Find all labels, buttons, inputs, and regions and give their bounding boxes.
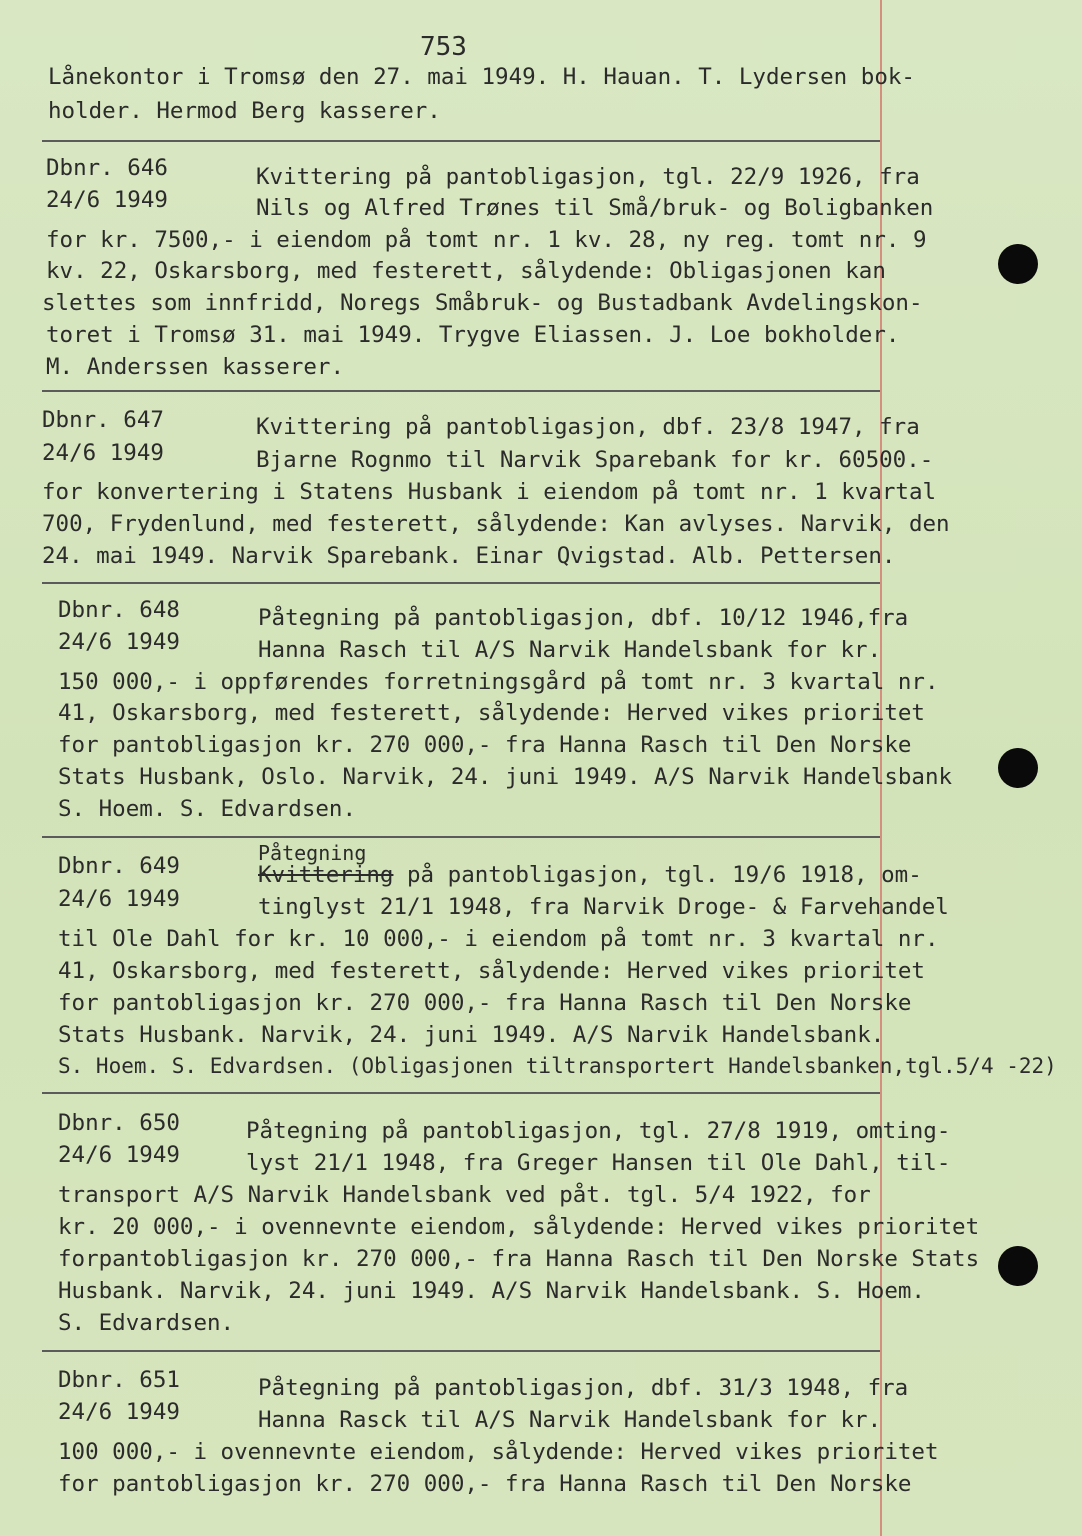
entry-dbnr: Dbnr. 650: [58, 1110, 180, 1136]
entry-text-rest: på pantobligasjon, tgl. 19/6 1918, om-: [393, 862, 922, 888]
entry-dbnr: Dbnr. 649: [58, 853, 180, 879]
entry-text-line: lyst 21/1 1948, fra Greger Hansen til Ole Dahl, til-: [246, 1150, 951, 1176]
entry-text-line: Bjarne Rognmo til Narvik Sparebank for kr. 60500.-: [256, 447, 934, 473]
punch-hole: [998, 244, 1038, 284]
punch-hole: [998, 1246, 1038, 1286]
entry-date: 24/6 1949: [46, 187, 168, 213]
entry-text-line: Hanna Rasch til A/S Narvik Handelsbank for kr.: [258, 637, 882, 663]
entry-text-line: forpantobligasjon kr. 270 000,- fra Hanna Rasch til Den Norske Stats: [58, 1246, 980, 1272]
entry-text-line: 100 000,- i ovennevnte eiendom, sålydende: Herved vikes prioritet: [58, 1439, 939, 1465]
entry-text-line: M. Anderssen kasserer.: [46, 354, 345, 380]
entry-dbnr: Dbnr. 648: [58, 597, 180, 623]
punch-hole: [998, 748, 1038, 788]
divider: [42, 1092, 880, 1094]
entry-dbnr: Dbnr. 651: [58, 1367, 180, 1393]
entry-date: 24/6 1949: [58, 629, 180, 655]
entry-text-line: Kvittering på pantobligasjon, dbf. 23/8 1947, fra: [256, 414, 920, 440]
entry-date: 24/6 1949: [58, 1142, 180, 1168]
entry-dbnr: Dbnr. 646: [46, 155, 168, 181]
entry-text-line: Husbank. Narvik, 24. juni 1949. A/S Narvik Handelsbank. S. Hoem.: [58, 1278, 925, 1304]
entry-date: 24/6 1949: [58, 1399, 180, 1425]
intro-line-2: holder. Hermod Berg kasserer.: [48, 98, 441, 124]
entry-text-line: Påtegning på pantobligasjon, dbf. 10/12 1946,fra: [258, 605, 909, 631]
entry-text-line: 700, Frydenlund, med festerett, sålydende: Kan avlyses. Narvik, den: [42, 511, 950, 537]
inserted-word: Påtegning: [258, 841, 367, 865]
entry-date: 24/6 1949: [58, 886, 180, 912]
entry-text-line: S. Edvardsen.: [58, 1310, 235, 1336]
entry-text-line: Hanna Rasck til A/S Narvik Handelsbank for kr.: [258, 1407, 882, 1433]
entry-text-line: tinglyst 21/1 1948, fra Narvik Droge- & Farvehandel: [258, 894, 949, 920]
entry-text-line: for pantobligasjon kr. 270 000,- fra Hanna Rasch til Den Norske: [58, 990, 912, 1016]
entry-text-line: toret i Tromsø 31. mai 1949. Trygve Eliassen. J. Loe bokholder.: [46, 322, 900, 348]
divider: [42, 1350, 880, 1352]
entry-text-line: kr. 20 000,- i ovennevnte eiendom, sålydende: Herved vikes prioritet: [58, 1214, 980, 1240]
intro-line-1: Lånekontor i Tromsø den 27. mai 1949. H. Hauan. T. Lydersen bok-: [48, 64, 915, 90]
entry-text-line: Nils og Alfred Trønes til Små/bruk- og Boligbanken: [256, 195, 934, 221]
entry-text-line: Påtegning på pantobligasjon, dbf. 31/3 1948, fra: [258, 1375, 909, 1401]
entry-text-line: til Ole Dahl for kr. 10 000,- i eiendom på tomt nr. 3 kvartal nr.: [58, 926, 939, 952]
entry-text-line: for konvertering i Statens Husbank i eiendom på tomt nr. 1 kvartal: [42, 479, 937, 505]
entry-text-line: transport A/S Narvik Handelsbank ved påt. tgl. 5/4 1922, for: [58, 1182, 871, 1208]
entry-text-line: Stats Husbank. Narvik, 24. juni 1949. A/S Narvik Handelsbank.: [58, 1022, 885, 1048]
entry-text-line: 41, Oskarsborg, med festerett, sålydende: Herved vikes prioritet: [58, 700, 925, 726]
entry-text-line: 41, Oskarsborg, med festerett, sålydende: Herved vikes prioritet: [58, 958, 925, 984]
entry-text-line: slettes som innfridd, Noregs Småbruk- og Bustadbank Avdelingskon-: [42, 290, 923, 316]
entry-text-line: S. Hoem. S. Edvardsen. (Obligasjonen tiltransportert Handelsbanken,tgl.5/4 -22): [58, 1054, 1057, 1078]
divider: [42, 836, 880, 838]
divider: [42, 140, 880, 142]
struck-word: Kvittering: [258, 862, 394, 888]
entry-text-line: for pantobligasjon kr. 270 000,- fra Hanna Rasch til Den Norske: [58, 1471, 912, 1497]
entry-text-line: for pantobligasjon kr. 270 000,- fra Hanna Rasch til Den Norske: [58, 732, 912, 758]
entry-text-line: Stats Husbank, Oslo. Narvik, 24. juni 1949. A/S Narvik Handelsbank: [58, 764, 953, 790]
entry-date: 24/6 1949: [42, 440, 164, 466]
entry-text-line: for kr. 7500,- i eiendom på tomt nr. 1 kv. 28, ny reg. tomt nr. 9: [46, 227, 927, 253]
page-number: 753: [420, 32, 467, 62]
entry-text-line: kv. 22, Oskarsborg, med festerett, sålydende: Obligasjonen kan: [46, 258, 886, 284]
divider: [42, 582, 880, 584]
entry-text-line: S. Hoem. S. Edvardsen.: [58, 796, 357, 822]
entry-text-line: 24. mai 1949. Narvik Sparebank. Einar Qvigstad. Alb. Pettersen.: [42, 543, 896, 569]
entry-text-line: 150 000,- i oppførendes forretningsgård på tomt nr. 3 kvartal nr.: [58, 669, 939, 695]
divider: [42, 390, 880, 392]
entry-text-line: [258, 860, 922, 890]
entry-text-line: Påtegning på pantobligasjon, tgl. 27/8 1919, omting-: [246, 1118, 951, 1144]
entry-dbnr: Dbnr. 647: [42, 407, 164, 433]
entry-text-line: Kvittering på pantobligasjon, tgl. 22/9 1926, fra: [256, 164, 920, 190]
